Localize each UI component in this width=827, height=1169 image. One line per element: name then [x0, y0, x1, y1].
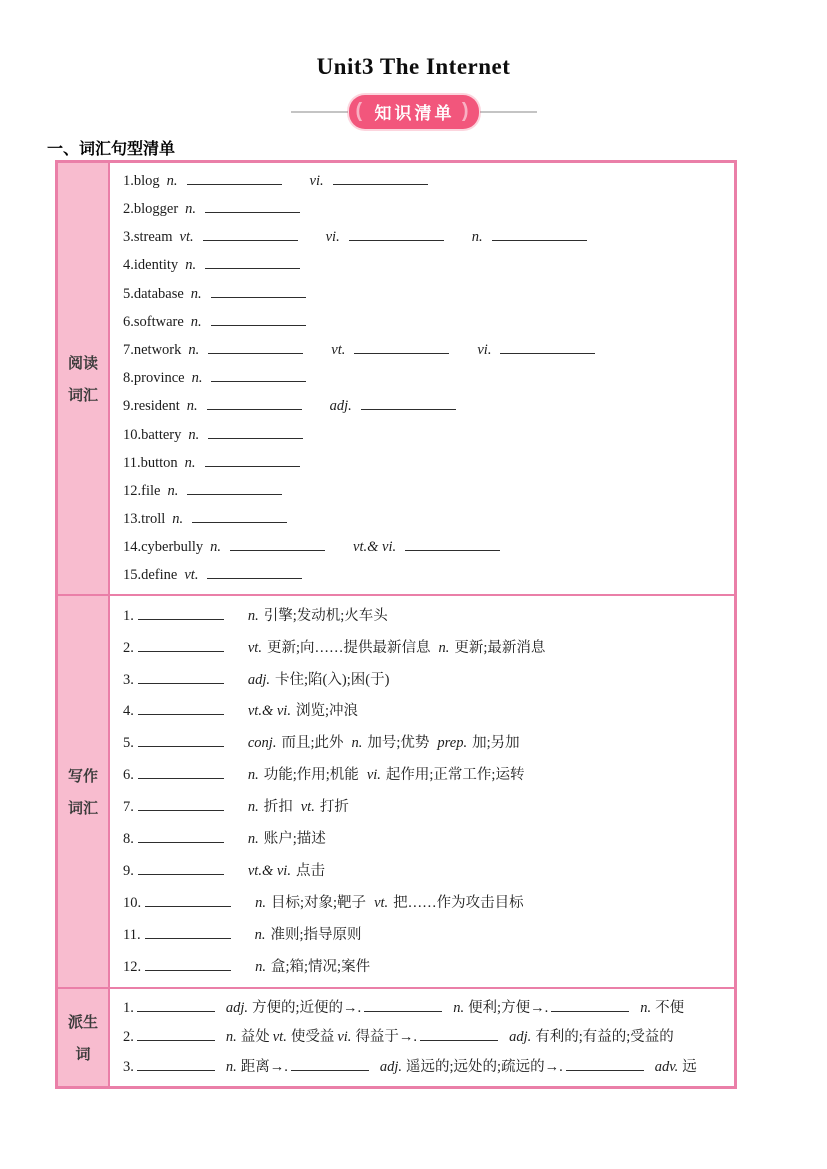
- vocab-row: [123, 371, 734, 386]
- vocab-row: [123, 230, 734, 245]
- part-of-speech: vt.: [184, 567, 199, 584]
- vocab-row: [123, 736, 734, 751]
- reading-vocab-group: [58, 163, 734, 596]
- derived-words-group: [58, 989, 734, 1086]
- word-text: 8.: [123, 831, 134, 848]
- vocab-row: [123, 704, 734, 719]
- definition-text: 目标;对象;靶子: [271, 894, 367, 911]
- definition-text: 更新;向……提供最新信息: [266, 639, 431, 656]
- definition-text: 准则;指导原则: [270, 926, 362, 943]
- part-of-speech: n.: [166, 172, 178, 189]
- part-of-speech: prep.: [437, 735, 468, 752]
- definition-text: 把……作为攻击目标: [393, 894, 524, 911]
- fill-in-blank: [145, 929, 231, 939]
- part-of-speech: n.: [247, 607, 259, 624]
- part-of-speech: n.: [225, 1029, 237, 1046]
- part-of-speech: n.: [247, 799, 259, 816]
- reading-vocab-label-column: [58, 163, 110, 594]
- fill-in-blank: [500, 344, 595, 354]
- part-of-speech: n.: [190, 285, 202, 302]
- definition-text: 打折: [319, 799, 349, 816]
- definition-text: 账户;描述: [263, 831, 326, 848]
- part-of-speech: vt.: [331, 341, 346, 358]
- word-text: 9.: [123, 862, 134, 879]
- part-of-speech: n.: [247, 767, 259, 784]
- part-of-speech: vt.& vi.: [247, 862, 291, 879]
- definition-text: 浏览;冲浪: [295, 703, 358, 720]
- fill-in-blank: [145, 961, 231, 971]
- definition-text: 距离→.: [240, 1058, 288, 1075]
- part-of-speech: n.: [172, 511, 184, 528]
- vocab-row: [123, 800, 734, 815]
- fill-in-blank: [137, 1002, 215, 1012]
- fill-in-blank: [405, 541, 500, 551]
- vocab-row: [123, 768, 734, 783]
- fill-in-blank: [138, 674, 224, 684]
- part-of-speech: vi.: [477, 341, 492, 358]
- fill-in-blank: [205, 259, 300, 269]
- part-of-speech: n.: [210, 539, 222, 556]
- part-of-speech: n.: [255, 958, 266, 975]
- vocab-row: [123, 864, 734, 879]
- part-of-speech: vt.& vi.: [353, 539, 397, 556]
- part-of-speech: vt.: [374, 894, 389, 911]
- word-text: 10.: [123, 894, 142, 911]
- vocab-row: [123, 928, 734, 943]
- row-group-label: 词汇: [67, 387, 98, 404]
- word-text: 5.database: [123, 285, 184, 302]
- word-text: 7.: [123, 799, 134, 816]
- word-text: 5.: [123, 735, 134, 752]
- definition-text: 加;另加: [472, 735, 520, 752]
- fill-in-blank: [137, 1031, 215, 1041]
- word-text: 9.resident: [123, 398, 180, 415]
- part-of-speech: vt.: [300, 799, 315, 816]
- vocab-row: [123, 343, 734, 358]
- vocab-row: [123, 258, 734, 273]
- fill-in-blank: [211, 316, 306, 326]
- part-of-speech: n.: [186, 398, 198, 415]
- fill-in-blank: [138, 610, 224, 620]
- word-text: 1.blog: [123, 172, 160, 189]
- word-text: 7.network: [123, 341, 182, 358]
- fill-in-blank: [205, 457, 300, 467]
- word-text: 3.: [123, 1058, 134, 1075]
- vocab-table: [55, 160, 737, 1089]
- badge-arc-right-icon: ): [461, 100, 472, 123]
- vocab-row: [123, 512, 734, 527]
- fill-in-blank: [420, 1031, 498, 1041]
- definition-text: 卡住;陷(入);困(于): [275, 671, 390, 688]
- vocab-row: [123, 174, 734, 189]
- word-text: 4.identity: [123, 257, 179, 274]
- part-of-speech: n.: [453, 999, 465, 1016]
- word-text: 2.: [123, 639, 134, 656]
- vocab-row: [123, 832, 734, 847]
- fill-in-blank: [349, 231, 444, 241]
- writing-vocab-label-column: [58, 596, 110, 987]
- fill-in-blank: [138, 865, 224, 875]
- word-text: 8.province: [123, 370, 185, 387]
- vocab-row: [123, 1060, 734, 1075]
- writing-vocab-group: [58, 596, 734, 989]
- part-of-speech: vi.: [337, 1029, 352, 1046]
- vocab-row: [123, 484, 734, 499]
- vocab-row: [123, 609, 734, 624]
- word-text: 2.blogger: [123, 201, 179, 218]
- vocab-row: [123, 540, 734, 555]
- word-text: 15.define: [123, 567, 178, 584]
- vocab-row: [123, 641, 734, 656]
- vocab-row: [123, 568, 734, 583]
- fill-in-blank: [203, 231, 298, 241]
- definition-text: 更新;最新消息: [454, 639, 546, 656]
- part-of-speech: n.: [188, 341, 200, 358]
- fill-in-blank: [291, 1061, 369, 1071]
- row-group-label: 词: [75, 1046, 91, 1063]
- fill-in-blank: [211, 288, 306, 298]
- definition-text: 使受益: [290, 1029, 335, 1046]
- part-of-speech: n.: [184, 454, 196, 471]
- word-text: 2.: [123, 1029, 134, 1046]
- definition-text: 益处: [240, 1029, 270, 1046]
- part-of-speech: n.: [167, 482, 179, 499]
- decorative-line-right: [480, 111, 537, 113]
- word-text: 6.software: [123, 313, 184, 330]
- definition-text: 远: [682, 1058, 697, 1075]
- definition-text: 不便: [655, 999, 685, 1016]
- reading-vocab-rows: [110, 163, 734, 594]
- fill-in-blank: [138, 737, 224, 747]
- vocab-row: [123, 287, 734, 302]
- word-text: 10.battery: [123, 426, 182, 443]
- part-of-speech: adj.: [225, 999, 249, 1016]
- fill-in-blank: [230, 541, 325, 551]
- fill-in-blank: [138, 801, 224, 811]
- page-title: Unit3 The Internet: [316, 54, 511, 79]
- fill-in-blank: [207, 400, 302, 410]
- fill-in-blank: [208, 344, 303, 354]
- word-text: 14.cyberbully: [123, 539, 204, 556]
- part-of-speech: n.: [190, 313, 202, 330]
- fill-in-blank: [138, 833, 224, 843]
- word-text: 1.: [123, 999, 134, 1016]
- fill-in-blank: [566, 1061, 644, 1071]
- part-of-speech: vt.: [272, 1029, 287, 1046]
- fill-in-blank: [205, 203, 300, 213]
- part-of-speech: n.: [255, 894, 266, 911]
- definition-text: 起作用;正常工作;运转: [385, 767, 525, 784]
- fill-in-blank: [207, 569, 302, 579]
- part-of-speech: n.: [185, 257, 197, 274]
- word-text: 6.: [123, 767, 134, 784]
- row-group-label: 写作: [67, 768, 98, 785]
- fill-in-blank: [208, 429, 303, 439]
- vocab-row: [123, 1030, 734, 1045]
- part-of-speech: n.: [438, 639, 450, 656]
- definition-text: 有利的;有益的;受益的: [535, 1029, 674, 1046]
- word-text: 11.button: [123, 454, 178, 471]
- word-text: 4.: [123, 703, 134, 720]
- word-text: 13.troll: [123, 511, 166, 528]
- part-of-speech: vt.: [247, 639, 262, 656]
- row-group-label: 派生: [67, 1014, 98, 1031]
- definition-text: 引擎;发动机;火车头: [263, 607, 388, 624]
- vocab-row: [123, 896, 734, 911]
- part-of-speech: n.: [188, 426, 200, 443]
- word-text: 3.stream: [123, 229, 173, 246]
- part-of-speech: n.: [191, 370, 203, 387]
- writing-vocab-rows: [110, 596, 734, 987]
- definition-text: 加号;优势: [367, 735, 430, 752]
- part-of-speech: n.: [471, 229, 483, 246]
- derived-words-label-column: [58, 989, 110, 1086]
- fill-in-blank: [364, 1002, 442, 1012]
- fill-in-blank: [138, 769, 224, 779]
- part-of-speech: n.: [185, 201, 197, 218]
- fill-in-blank: [145, 897, 231, 907]
- part-of-speech: adj.: [247, 671, 271, 688]
- part-of-speech: vi.: [366, 767, 381, 784]
- section-heading: 一、词汇句型清单: [47, 141, 176, 158]
- word-text: 12.file: [123, 482, 161, 499]
- definition-text: 便利;方便→.: [468, 999, 549, 1016]
- fill-in-blank: [211, 372, 306, 382]
- part-of-speech: adj.: [379, 1058, 403, 1075]
- badge-label: 知识清单: [374, 104, 455, 123]
- fill-in-blank: [138, 705, 224, 715]
- fill-in-blank: [187, 175, 282, 185]
- definition-text: 得益于→.: [355, 1029, 418, 1046]
- row-group-label: 阅读: [67, 355, 98, 372]
- vocab-row: [123, 456, 734, 471]
- derived-words-rows: [110, 989, 734, 1086]
- definition-text: 方便的;近便的→.: [252, 999, 362, 1016]
- vocab-row: [123, 315, 734, 330]
- word-text: 1.: [123, 607, 134, 624]
- definition-text: 遥远的;远处的;疏远的→.: [406, 1058, 563, 1075]
- fill-in-blank: [137, 1061, 215, 1071]
- badge-row: [0, 96, 827, 128]
- definition-text: 而且;此外: [281, 735, 344, 752]
- word-text: 11.: [123, 926, 141, 943]
- part-of-speech: adj.: [509, 1029, 532, 1046]
- part-of-speech: n.: [254, 926, 266, 943]
- fill-in-blank: [138, 642, 224, 652]
- part-of-speech: n.: [640, 999, 652, 1016]
- part-of-speech: n.: [247, 831, 259, 848]
- fill-in-blank: [551, 1002, 629, 1012]
- fill-in-blank: [333, 175, 428, 185]
- vocab-row: [123, 960, 734, 975]
- vocab-row: [123, 428, 734, 443]
- definition-text: 功能;作用;机能: [263, 767, 359, 784]
- decorative-line-left: [291, 111, 348, 113]
- fill-in-blank: [492, 231, 587, 241]
- fill-in-blank: [187, 485, 282, 495]
- fill-in-blank: [354, 344, 449, 354]
- row-group-label: 词汇: [67, 800, 98, 817]
- part-of-speech: conj.: [247, 735, 277, 752]
- vocab-row: [123, 1001, 734, 1016]
- vocab-row: [123, 202, 734, 217]
- part-of-speech: n.: [225, 1058, 237, 1075]
- part-of-speech: adj.: [329, 398, 352, 415]
- definition-text: 盒;箱;情况;案件: [271, 958, 371, 975]
- part-of-speech: vi.: [309, 172, 324, 189]
- badge-arc-left-icon: (: [355, 100, 366, 123]
- knowledge-list-badge: [349, 95, 479, 129]
- part-of-speech: adv.: [654, 1058, 679, 1075]
- part-of-speech: vt.: [179, 229, 194, 246]
- part-of-speech: vi.: [325, 229, 340, 246]
- definition-text: 点击: [295, 862, 325, 879]
- fill-in-blank: [192, 513, 287, 523]
- word-text: 12.: [123, 958, 142, 975]
- part-of-speech: vt.& vi.: [247, 703, 291, 720]
- word-text: 3.: [123, 671, 134, 688]
- definition-text: 折扣: [263, 799, 293, 816]
- fill-in-blank: [361, 400, 456, 410]
- part-of-speech: n.: [351, 735, 363, 752]
- vocab-row: [123, 399, 734, 414]
- vocab-row: [123, 673, 734, 688]
